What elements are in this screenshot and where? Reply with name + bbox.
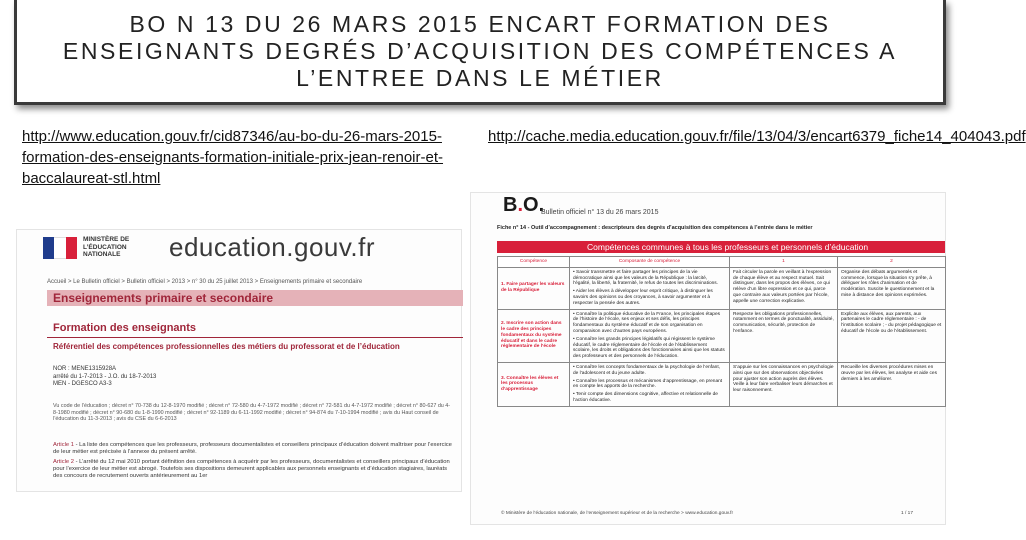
competences-table: [497, 256, 946, 407]
referentiel-title: Référentiel des compétences professionnelles des métiers du professorat et de l’éducation: [53, 342, 400, 351]
ministry-label: MINISTÈRE DE L’ÉDUCATION NATIONALE: [83, 236, 130, 258]
components-cell: • Savoir transmettre et faire partager les principes de la vie démocratique ainsi que les valeurs de la République : la laïcité, l’égalité, la liberté, la fraternité, le refus de toutes les discriminations. • Aider les élèves à développer leur esprit critique, à distinguer les savoirs des opinions ou des croyances, à savoir argumenter et à respecter la pensée des autres.: [570, 267, 730, 309]
table-row: [498, 309, 946, 362]
article-2-text: - L’arrêté du 12 mai 2010 portant définition des compétences à acquérir par les professeurs, documentalistes et conseillers principaux d’éducation pour l’exercice de leur métier est abrogé. Toutefois ses dispositions demeurent applicables aux personnels enseignants et d’éducation stagiaires, lauréats des concours de recrutement ouverts antérieurement au 1er: [53, 459, 450, 479]
section-title: Formation des enseignants: [53, 322, 197, 334]
article-1-text: - La liste des compétences que les professeurs, professeurs documentalistes et conseillers principaux d’éducation doivent maîtriser pour l’exercice de leur métier est précisée à l’annexe du présent arrêté.: [53, 442, 452, 455]
article-1: [53, 442, 453, 456]
slide-title-box: [14, 0, 946, 105]
level1-cell: Respecte les obligations professionnelles, notamment en termes de ponctualité, assiduité, communication, sécurité, protection de l’enfance.: [730, 309, 838, 362]
level2-cell: Explicite aux élèves, aux parents, aux partenaires le cadre réglementaire : - de l’institution scolaire ; - du projet pédagogique et éducatif de l’école ou de l’établissement.: [838, 309, 946, 362]
site-header: [17, 230, 463, 272]
breadcrumb: Accueil > Le Bulletin officiel > Bulletin officiel > 2013 > n° 30 du 25 juillet 2013 > Enseignements primaire et secondaire: [47, 279, 363, 285]
bo-logo: B.O.: [503, 194, 545, 216]
article-2-label: Article 2: [53, 459, 74, 465]
table-row: [498, 267, 946, 309]
nor-block: [53, 366, 156, 389]
screenshot-bo-fiche: [470, 192, 946, 525]
nor-line: NOR : MENE1315928A: [53, 366, 117, 372]
nor-line: MEN - DGESCO A3-3: [53, 381, 112, 387]
articles: [53, 442, 453, 480]
competence-cell: 3. Connaître les élèves et les processus d’apprentissage: [498, 362, 570, 406]
level2-cell: Recueille les diverses procédures mises en œuvre par les élèves, les analyse et aide ces derniers à les améliorer.: [838, 362, 946, 406]
table-header: 2: [838, 257, 946, 268]
competence-cell: 2. Inscrire son action dans le cadre des principes fondamentaux du système éducatif et dans le cadre réglementaire de l’école: [498, 309, 570, 362]
french-flag-icon: [43, 237, 77, 259]
components-cell: • Connaître les concepts fondamentaux de la psychologie de l’enfant, de l’adolescent et du jeune adulte. • Connaître les processus et mécanismes d’apprentissage, en prenant en compte les apports de la recherche. • Tenir compte des dimensions cognitive, affective et relationnelle de l’action éducative.: [570, 362, 730, 406]
bo-footer: © Ministère de l’éducation nationale, de l’enseignement supérieur et de la recherche > www.education.gouv.fr: [501, 511, 734, 516]
page-number: 1 / 17: [901, 511, 914, 516]
article-2: [53, 459, 453, 480]
level2-cell: Organise des débats argumentés et commence, lorsque la situation s’y prête, à déléguer les rôles d’animation et de modération. Suscite le questionnement et la mise à distance des opinions exprimées.: [838, 267, 946, 309]
slide-title: BO N 13 DU 26 MARS 2015 ENCART FORMATION DES ENSEIGNANTS DEGRÉS D’ACQUISITION DES COMPÉTENCES A L’ENTREE DANS LE MÉTIER: [62, 10, 898, 91]
level1-cell: S’appuie sur les connaissances en psychologie ainsi que sur des observations objectivées pour ajuster son action auprès des élèves. Veille à leur faire verbaliser leurs démarches et leur raisonnement.: [730, 362, 838, 406]
article-1-label: Article 1: [53, 442, 74, 448]
site-logo: education.gouv.fr: [169, 232, 376, 262]
table-header: 1: [730, 257, 838, 268]
bo-subtitle: Bulletin officiel n° 13 du 26 mars 2015: [541, 209, 659, 216]
level1-cell: Fait circuler la parole en veillant à l’expression de chaque élève et au respect mutuel. Sait distinguer, dans les propos des élèves, ce qui relève d’un libre expression et ce qui, parce que contraire aux valeurs portées par l’école, appelle une correction explicative.: [730, 267, 838, 309]
table-header: Composante de compétence: [570, 257, 730, 268]
nor-line: arrêté du 1-7-2013 - J.O. du 18-7-2013: [53, 373, 157, 380]
link-education-gouv-article[interactable]: http://www.education.gouv.fr/cid87346/au-bo-du-26-mars-2015-formation-des-enseignants-formation-initiale-prix-jean-renoir-et-baccalaureat-stl.html: [22, 128, 444, 187]
competences-title: Compétences communes à tous les professeurs et personnels d’éducation: [587, 242, 869, 252]
band-title: Enseignements primaire et secondaire: [53, 291, 274, 305]
divider: [47, 337, 463, 338]
fiche-title: Fiche n° 14 - Outil d’accompagnement : descripteurs des degrés d’acquisition des compétences à l’entrée dans le métier: [497, 225, 813, 231]
link-pdf-fiche14[interactable]: http://cache.media.education.gouv.fr/file/13/04/3/encart6379_fiche14_404043.pdf: [488, 128, 1026, 145]
screenshot-education-gouv: [16, 229, 462, 492]
competence-cell: 1. Faire partager les valeurs de la République: [498, 267, 570, 309]
vu-text: Vu code de l’éducation ; décret n° 70-738 du 12-8-1970 modifié ; décret n° 72-580 du 4-7-1972 modifié ; décret n° 72-581 du 4-7-1972 modifié ; décret n° 80-627 du 4-8-1980 modifié ; décret n° 90-680 du 1-8-1990 modifié ; décret n° 92-1189 du 6-11-1992 modifié ; décret n° 94-874 du 7-10-1994 modifié ; avis du Haut conseil de l’éducation du 11-3-2013 ; avis du CSE du 6-6-2013: [53, 403, 451, 423]
table-header-row: [498, 257, 946, 268]
components-cell: • Connaître la politique éducative de la France, les principales étapes de l’histoire de l’école, ses enjeux et ses défis, les principes fondamentaux du système éducatif et de son organisation en comparaison avec d’autres pays européens. • Connaître les grands principes législatifs qui régissent le système éducatif, le cadre réglementaire de l’école et de l’établissement scolaire, les droits et obligations des fonctionnaires ainsi que les statuts des professeurs et des personnels de l’éducation.: [570, 309, 730, 362]
table-row: [498, 362, 946, 406]
table-header: Compétence: [498, 257, 570, 268]
